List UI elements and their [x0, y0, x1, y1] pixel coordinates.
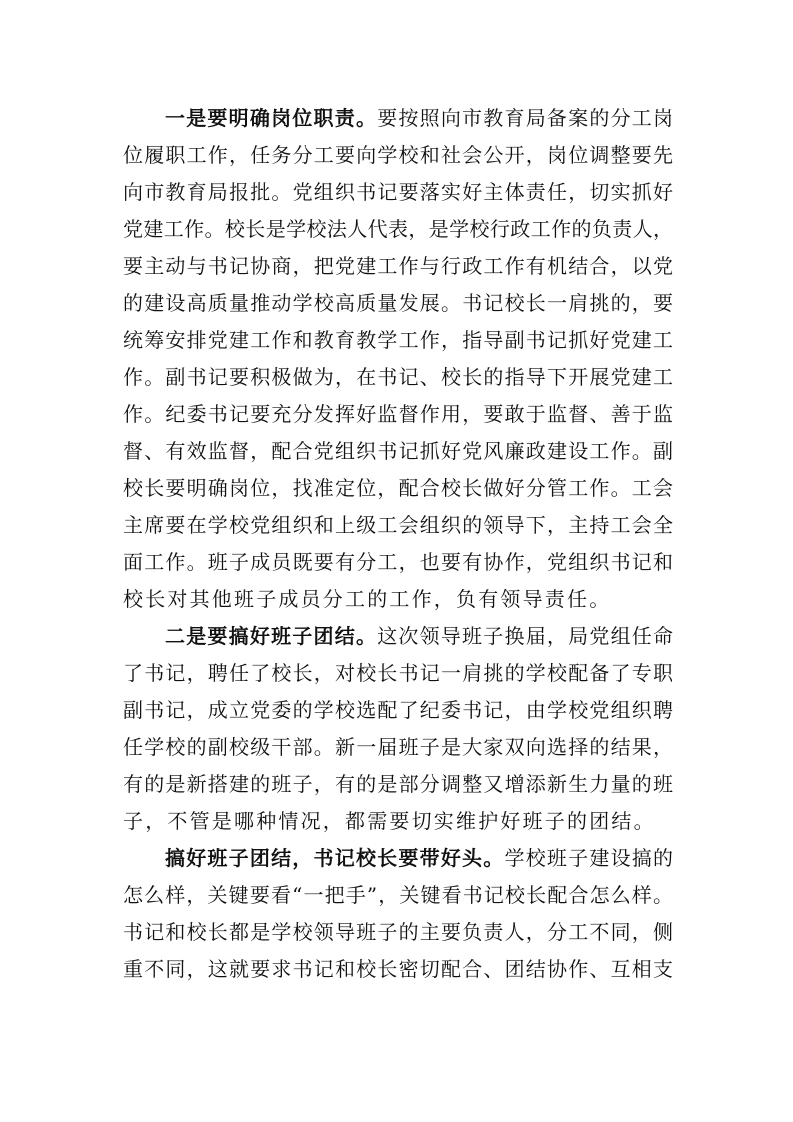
text-line: 一是要明确岗位职责。要按照向市教育局备案的分工岗 [165, 106, 674, 130]
text-line: 主席要在学校党组织和上级工会组织的领导下，主持工会全 [123, 513, 673, 537]
text-line: 面工作。班子成员既要有分工，也要有协作，党组织书记和 [123, 550, 673, 574]
text-line: 有的是新搭建的班子，有的是部分调整又增添新生力量的班 [123, 772, 673, 796]
text-line: 副书记，成立党委的学校选配了纪委书记，由学校党组织聘 [123, 698, 673, 722]
text-line: 书记和校长都是学校领导班子的主要负责人，分工不同，侧 [123, 920, 673, 944]
text-line: 子，不管是哪种情况，都需要切实维护好班子的团结。 [123, 809, 656, 833]
text-line: 督、有效监督，配合党组织书记抓好党风廉政建设工作。副 [123, 439, 673, 463]
text-line: 党建工作。校长是学校法人代表，是学校行政工作的负责人， [123, 217, 673, 241]
paragraph-job-responsibilities [123, 100, 673, 618]
text-line: 要主动与书记协商，把党建工作与行政工作有机结合，以党 [123, 254, 673, 278]
text-line: 的建设高质量推动学校高质量发展。书记校长一肩挑的，要 [123, 291, 673, 315]
text-line: 搞好班子团结，书记校长要带好头。学校班子建设搞的 [165, 846, 674, 870]
paragraph-lead: 搞好班子团结，书记校长要带好头。 [165, 846, 505, 870]
text-line: 二是要搞好班子团结。这次领导班子换届，局党组任命 [165, 624, 674, 648]
text-line: 任学校的副校级干部。新一届班子是大家双向选择的结果， [123, 735, 673, 759]
text-line: 向市教育局报批。党组织书记要落实好主体责任，切实抓好 [123, 180, 673, 204]
text-line: 统筹安排党建工作和教育教学工作，指导副书记抓好党建工 [123, 328, 673, 352]
paragraph-lead: 二是要搞好班子团结。 [165, 624, 378, 648]
text-line: 怎么样，关键要看“一把手”，关键看书记校长配合怎么样。 [123, 883, 673, 907]
paragraph-team-unity [123, 618, 673, 840]
paragraph-leaders-set-example [123, 840, 673, 988]
text-line: 校长对其他班子成员分工的工作，负有领导责任。 [123, 587, 612, 611]
text-line: 作。副书记要积极做为，在书记、校长的指导下开展党建工 [123, 365, 673, 389]
text-line: 重不同，这就要求书记和校长密切配合、团结协作、互相支 [123, 957, 673, 981]
paragraph-lead: 一是要明确岗位职责。 [165, 106, 378, 130]
text-line: 作。纪委书记要充分发挥好监督作用，要敢于监督、善于监 [123, 402, 673, 426]
text-line: 位履职工作，任务分工要向学校和社会公开，岗位调整要先 [123, 143, 673, 167]
text-line: 校长要明确岗位，找准定位，配合校长做好分管工作。工会 [123, 476, 673, 500]
document-page [123, 100, 673, 988]
text-line: 了书记，聘任了校长，对校长书记一肩挑的学校配备了专职 [123, 661, 673, 685]
